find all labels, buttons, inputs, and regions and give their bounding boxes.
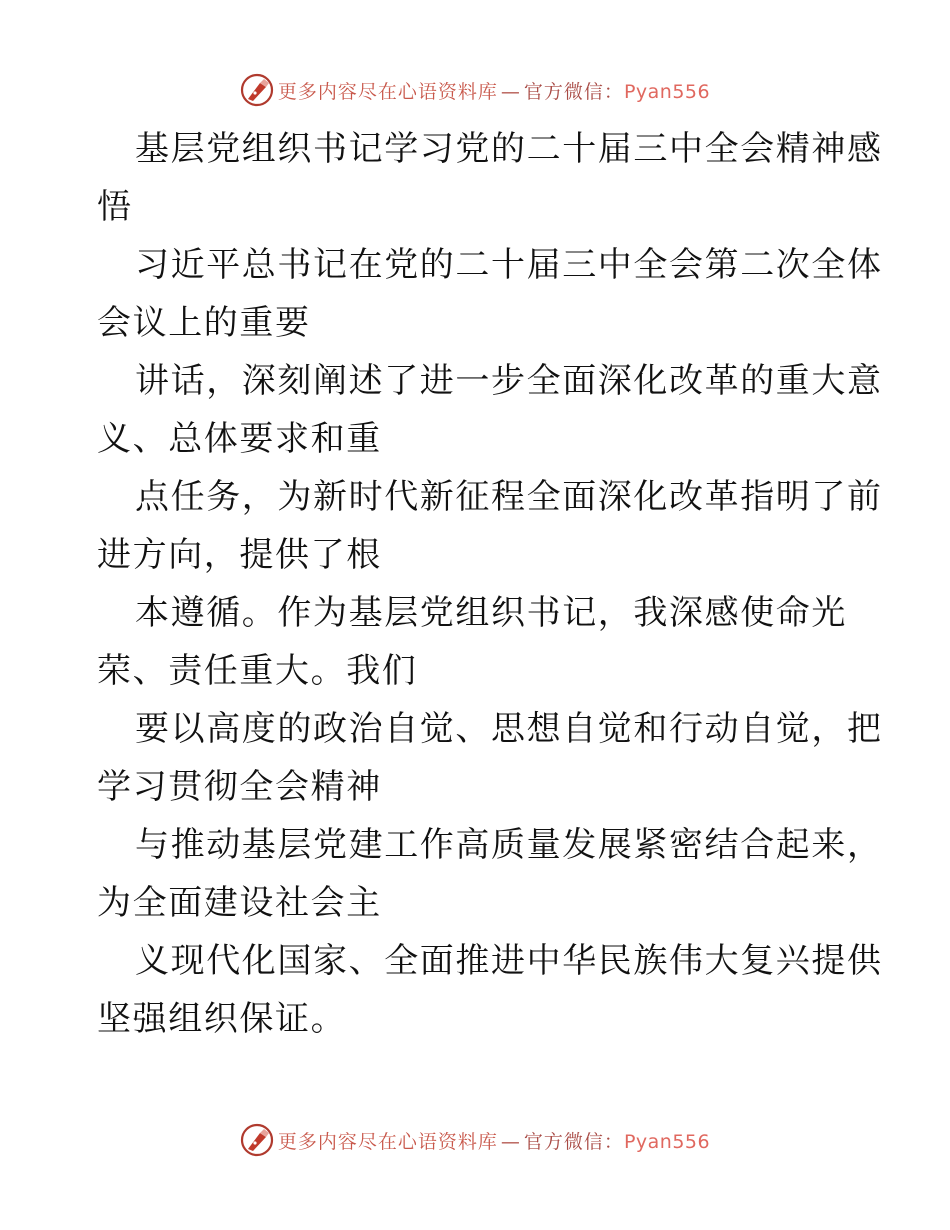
watermark-library-name: 更多内容尽在心语资料库 [277, 1130, 498, 1153]
paragraph-line: 义、总体要求和重 [97, 419, 382, 459]
watermark-wechat-id: Pyan556 [623, 1130, 711, 1153]
paragraph-line: 荣、责任重大。我们 [97, 651, 418, 691]
paragraph-line: 本遵循。作为基层党组织书记，我深感使命光 [135, 593, 847, 633]
title-line-2: 悟 [97, 187, 133, 227]
header-watermark-banner [0, 70, 950, 110]
watermark-separator: — [500, 1130, 521, 1153]
title-line-1: 基层党组织书记学习党的二十届三中全会精神感 [135, 129, 883, 169]
pen-nib-logo-icon [240, 1123, 274, 1157]
paragraph-line: 进方向，提供了根 [97, 535, 382, 575]
paragraph-line: 要以高度的政治自觉、思想自觉和行动自觉，把 [135, 709, 883, 749]
watermark-text [278, 1127, 710, 1154]
paragraph-line: 讲话，深刻阐述了进一步全面深化改革的重大意 [135, 361, 883, 401]
paragraph-line: 点任务，为新时代新征程全面深化改革指明了前 [135, 477, 883, 517]
watermark-wechat-id: Pyan556 [623, 80, 711, 103]
pen-nib-logo-icon [240, 73, 274, 107]
paragraph-line: 会议上的重要 [97, 303, 311, 343]
watermark-separator: — [500, 80, 521, 103]
watermark-text [278, 77, 710, 104]
paragraph-line: 习近平总书记在党的二十届三中全会第二次全体 [135, 245, 883, 285]
paragraph-line: 为全面建设社会主 [97, 883, 382, 923]
paragraph-line: 义现代化国家、全面推进中华民族伟大复兴提供 [135, 941, 883, 981]
footer-watermark-banner [0, 1120, 950, 1160]
paragraph-line: 学习贯彻全会精神 [97, 767, 382, 807]
paragraph-line: 与推动基层党建工作高质量发展紧密结合起来， [135, 825, 883, 865]
document-body [97, 120, 883, 1048]
watermark-wechat-label: 官方微信： [523, 1130, 624, 1153]
watermark-wechat-label: 官方微信： [523, 80, 624, 103]
paragraph-line: 坚强组织保证。 [97, 999, 347, 1039]
watermark-library-name: 更多内容尽在心语资料库 [277, 80, 498, 103]
